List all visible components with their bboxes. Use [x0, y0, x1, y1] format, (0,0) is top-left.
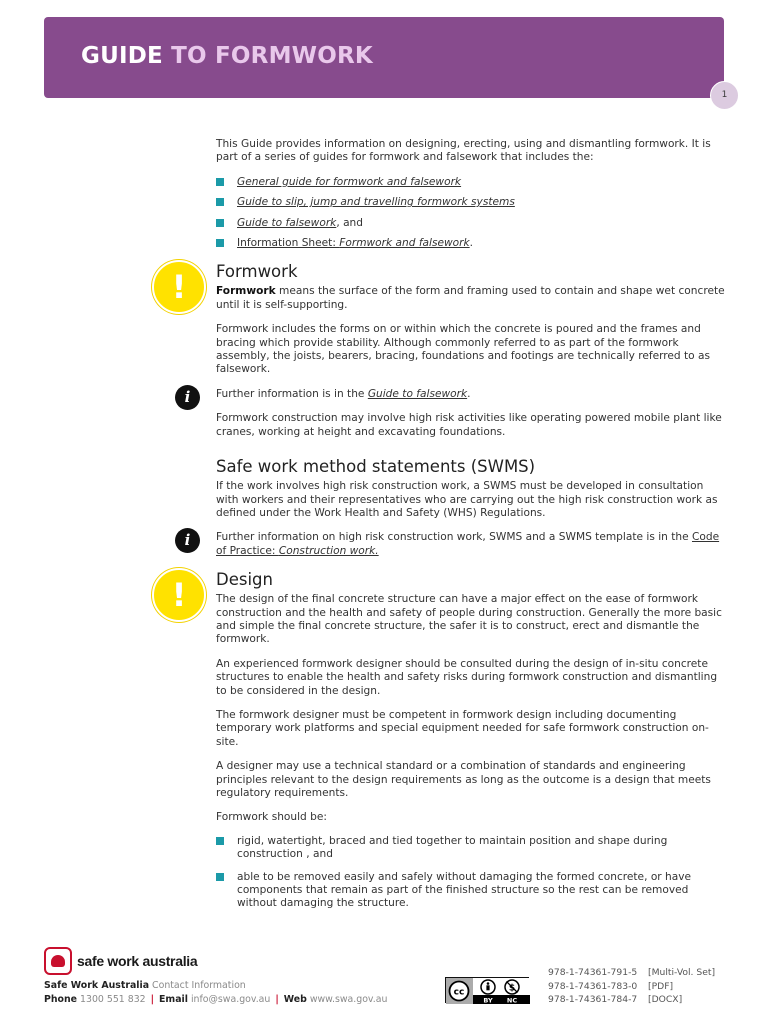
code-of-practice-link[interactable]: Code of Practice: Construction work. — [216, 531, 720, 557]
website-link[interactable]: www.swa.gov.au — [309, 994, 388, 1005]
warning-exclamation-icon: ! — [152, 568, 206, 622]
safe-work-australia-logo: safe work australia — [44, 947, 224, 977]
formwork-info-note: i Further information is in the Guide to falsework. — [216, 388, 726, 401]
header-banner — [44, 17, 724, 98]
warning-exclamation-icon: ! — [152, 260, 206, 314]
swms-paragraph: If the work involves high risk construction work, a SWMS must be developed in consultation with workers and their representatives who are carrying out the high risk construction work as defined under the Work Health and Safety (WHS) Regulations. — [216, 480, 718, 519]
swms-info-note: i Further information on high risk construction work, SWMS and a SWMS template is in the Code of Practice: Construction work. — [216, 531, 726, 558]
general-guide-link[interactable]: General guide for formwork and falsework — [237, 175, 462, 188]
creative-commons-license-badge — [445, 977, 529, 1003]
bullet-square-icon — [216, 873, 224, 881]
formwork-heading: Formwork — [216, 262, 298, 282]
isbn-row: 978-1-74361-783-0 [PDF] — [548, 980, 674, 992]
bullet-square-icon — [216, 837, 224, 845]
info-icon: i — [175, 528, 200, 553]
slip-jump-guide-link[interactable]: Guide to slip, jump and travelling formwork systems — [237, 196, 515, 209]
bullet-square-icon — [216, 198, 224, 206]
isbn-row: 978-1-74361-784-7 [DOCX] — [548, 994, 683, 1005]
design-paragraph: The design of the final concrete structure can have a major effect on the ease of formwork construction and the health and safety of people during construction. Generally the more basic and simple the final concrete structure, the safer it is to construct, erect and dismantle the formwork. — [216, 593, 722, 646]
list-item — [216, 176, 726, 189]
isbn-list — [548, 966, 738, 1007]
isbn-row: 978-1-74361-791-5 [Multi-Vol. Set] — [548, 967, 716, 978]
main-content — [171, 138, 726, 919]
list-item: Information Sheet: Formwork and falsework. — [216, 237, 726, 250]
formwork-requirements-list — [216, 835, 726, 911]
svg-text:NC: NC — [506, 996, 518, 1004]
nc-icon — [505, 980, 519, 994]
swms-heading: Safe work method statements (SWMS) — [216, 457, 536, 477]
swms-section — [184, 457, 726, 558]
email-link[interactable]: info@swa.gov.au — [190, 994, 271, 1005]
list-item — [216, 196, 726, 209]
svg-text:cc: cc — [453, 987, 465, 998]
design-heading: Design — [216, 570, 273, 590]
footer-contact: Safe Work Australia Contact Information Phone 1300 551 832 | Email info@swa.gov.au | Web www.swa.gov.au — [44, 980, 388, 1005]
falsework-guide-link[interactable]: Guide to falsework — [237, 216, 337, 229]
list-item: able to be removed easily and safely without damaging the formed concrete, or have components that remain as part of the finished structure so the rest can be removed without damaging the structure. — [216, 871, 726, 911]
formwork-paragraph: Formwork includes the forms on or within which the concrete is poured and the frames and bracing which provide stability. Although commonly referred to as part of the formwork assembly, the joists, bearers, bracing, foundations and footings are technically referred to as falsework. — [216, 323, 711, 376]
guide-series-list — [216, 176, 726, 251]
svg-text:BY: BY — [483, 996, 493, 1004]
information-sheet-link[interactable]: Information Sheet: Formwork and falsework — [237, 237, 470, 250]
info-icon: i — [175, 385, 200, 410]
document-title: GUIDE TO FORMWORK — [81, 43, 373, 69]
formwork-risk-paragraph: Formwork construction may involve high risk activities like operating powered mobile plant like cranes, working at height and excavating foundations. — [216, 412, 722, 438]
design-paragraph: An experienced formwork designer should be consulted during the design of in-situ concrete structures to enable the health and safety risks during formwork construction and dismantling to be considered in the design. — [216, 657, 718, 697]
logo-mark-icon — [44, 947, 72, 975]
list-item: rigid, watertight, braced and tied together to maintain position and shape during construction , and — [216, 835, 726, 862]
formwork-definition: Formwork means the surface of the form and framing used to contain and shape wet concrete until it is self-supporting. — [216, 285, 725, 311]
intro-paragraph: This Guide provides information on designing, erecting, using and dismantling formwork. It is part of a series of guides for formwork and falsework that includes the: — [216, 138, 711, 164]
page-number-badge: 1 — [710, 81, 739, 110]
design-paragraph: The formwork designer must be competent in formwork design including documenting temporary work platforms and special equipment needed for safe formwork construction on-site. — [216, 708, 709, 748]
svg-text:$: $ — [508, 983, 516, 994]
list-item: Guide to falsework, and — [216, 217, 726, 230]
design-paragraph: Formwork should be: — [216, 811, 327, 824]
bullet-square-icon — [216, 239, 224, 247]
phone-number: 1300 551 832 — [80, 994, 146, 1005]
design-paragraph: A designer may use a technical standard or a combination of standards and engineering principles relevant to the design requirements as long as the outcome is a design that meets regulatory requirements. — [216, 760, 711, 799]
design-section — [171, 570, 726, 911]
formwork-section — [171, 262, 726, 439]
by-icon — [481, 980, 495, 994]
falsework-guide-info-link[interactable]: Guide to falsework — [367, 387, 468, 400]
cc-icon — [450, 982, 469, 1001]
bullet-square-icon — [216, 178, 224, 186]
bullet-square-icon — [216, 219, 224, 227]
